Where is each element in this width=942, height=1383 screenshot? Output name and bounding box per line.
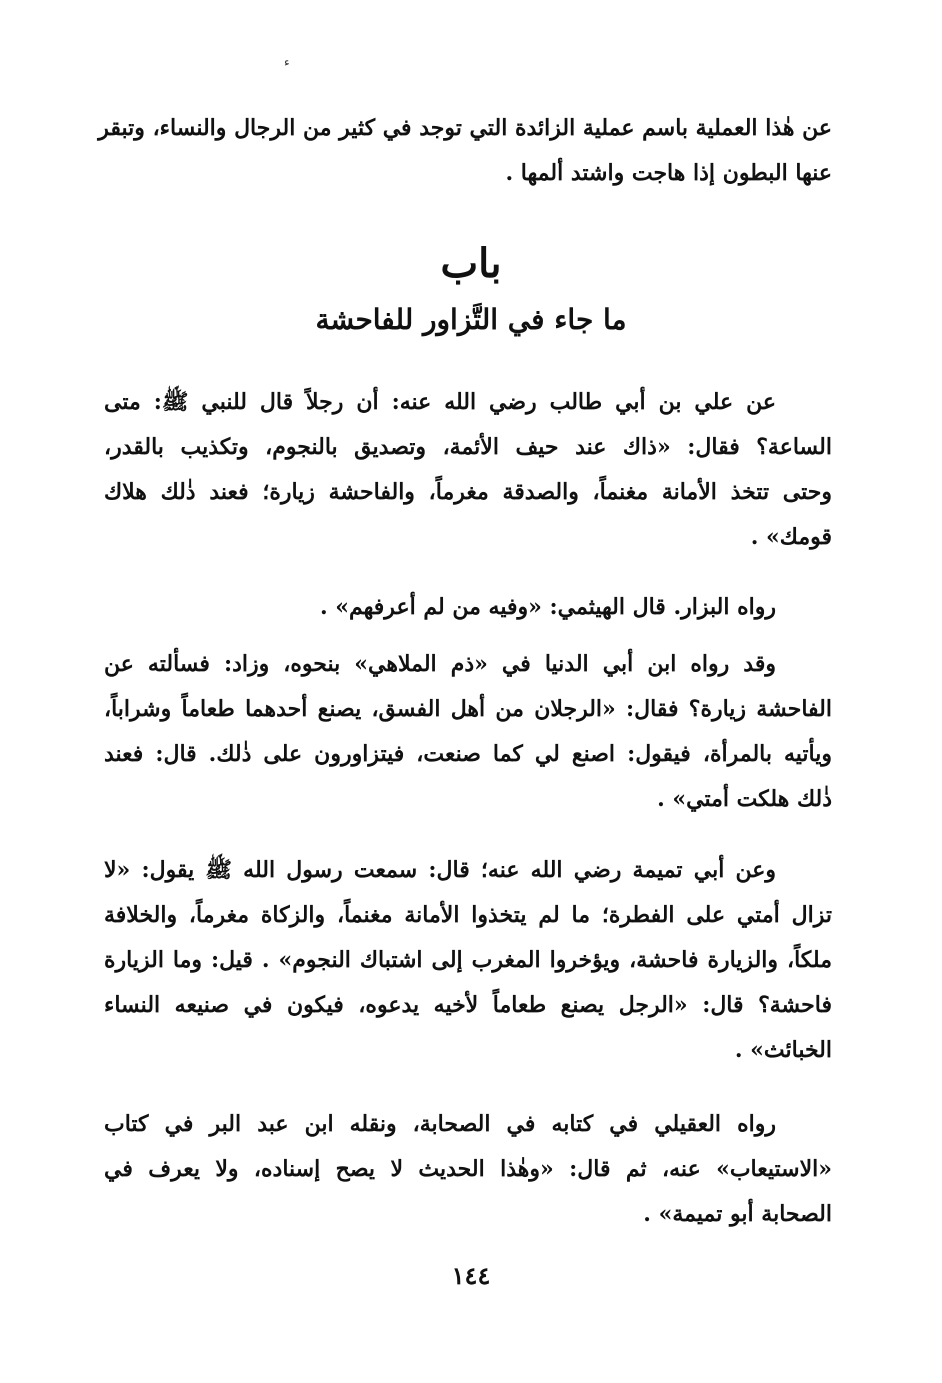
paragraph-line: وقد رواه ابن أبي الدنيا في «ذم الملاهي» بنحوه، وزاد: فسألته عن [104,651,776,677]
paragraph-line: «الاستيعاب» عنه، ثم قال: «وهٰذا الحديث لا يصح إسناده، ولا يعرف في [104,1156,832,1182]
paragraph-line: ذٰلك هلكت أمتي» . [657,786,832,812]
paragraph-line: وحتى تتخذ الأمانة مغنماً، والصدقة مغرماً، والفاحشة زيارة؛ فعند ذٰلك هلاك [104,479,832,505]
paragraph-uqayli [104,1102,832,1237]
intro-line-1: عن هٰذا العملية باسم عملية الزائدة التي توجد في كثير من الرجال والنساء، وتبقر [98,115,832,141]
intro-paragraph [98,106,832,196]
paragraph-line: الصحابة أبو تميمة» . [643,1201,832,1227]
paragraph-line: رواه العقيلي في كتابه في الصحابة، ونقله ابن عبد البر في كتاب [104,1111,776,1137]
paragraph-ibn-abi-dunya [104,642,832,822]
chapter-subtitle: ما جاء في التَّزاور للفاحشة [315,303,627,336]
paragraph-line: الخبائث» . [734,1037,832,1063]
paragraph-line: ويأتيه بالمرأة، فيقول: اصنع لي كما صنعت، فيتزاورون على ذٰلك. قال: فعند [104,741,832,767]
paragraph-line: عن علي بن أبي طالب رضي الله عنه: أن رجلاً قال للنبي ﷺ: متى [104,389,776,415]
paragraph-line: ملكاً، والزيارة فاحشة، ويؤخروا المغرب إلى اشتباك النجوم» . قيل: وما الزيارة [104,947,832,973]
paragraph-line: وعن أبي تميمة رضي الله عنه؛ قال: سمعت رسول الله ﷺ يقول: «لا [104,857,776,883]
paragraph-line: تزال أمتي على الفطرة؛ ما لم يتخذوا الأمانة مغنماً، والزكاة مغرماً، والخلافة [104,902,832,928]
intro-line-2: عنها البطون إذا هاجت واشتد ألمها . [505,160,832,186]
chapter-title: باب [440,240,502,287]
paragraph-bazzar [104,585,832,630]
paragraph-line: فاحشة؟ قال: «الرجل يصنع طعاماً لأخيه يدعوه، فيكون في صنيعه النساء [104,992,832,1018]
top-mark: ء [284,55,290,69]
paragraph-line: قومك» . [750,524,832,550]
page-number: ١٤٤ [451,1261,491,1290]
paragraph-line: الساعة؟ فقال: «ذاك عند حيف الأئمة، وتصديق بالنجوم، وتكذيب بالقدر، [104,434,832,460]
paragraph-abi-tamima [104,848,832,1073]
paragraph-line: الفاحشة زيارة؟ فقال: «الرجلان من أهل الفسق، يصنع أحدهما طعاماً وشراباً، [104,696,832,722]
paragraph-hadith-ali [104,380,832,560]
paragraph-line: رواه البزار. قال الهيثمي: «وفيه من لم أعرفهم» . [319,594,776,620]
